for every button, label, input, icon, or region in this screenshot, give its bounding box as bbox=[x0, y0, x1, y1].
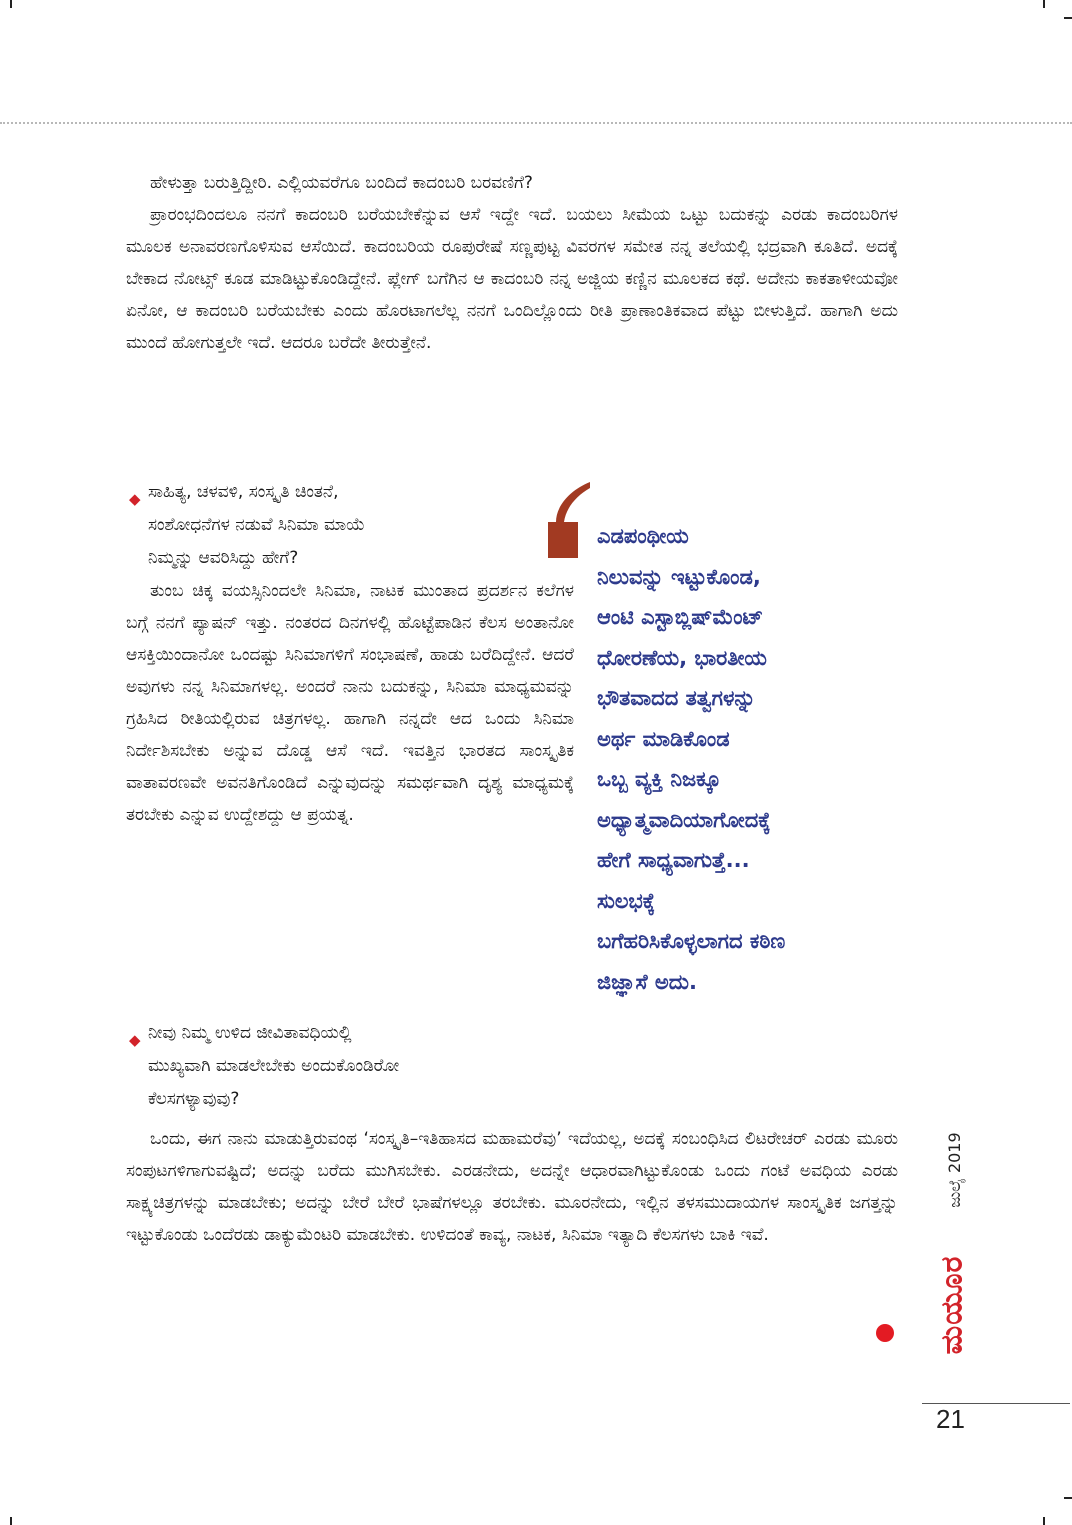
pull-quote-line: ಭೌತವಾದದ ತತ್ವಗಳನ್ನು bbox=[597, 686, 756, 710]
question-heading-future-work bbox=[129, 1017, 588, 1116]
pull-quote-line: ಧೋರಣೆಯ, ಭಾರತೀಯ bbox=[597, 645, 767, 670]
crop-mark-right-upper bbox=[1064, 17, 1072, 19]
pull-quote-line: ಸುಲಭಕ್ಕೆ bbox=[597, 888, 656, 913]
question-line: ಮುಖ್ಯವಾಗಿ ಮಾಡಲೇಬೇಕು ಅಂದುಕೊಂಡಿರೋ bbox=[148, 1056, 400, 1076]
pull-quote-line: ಆಂಟಿ ಎಸ್ಟಾಬ್ಲಿಷ್‌ಮೆಂಟ್ bbox=[597, 605, 764, 629]
answer-text: ಒಂದು, ಈಗ ನಾನು ಮಾಡುತ್ತಿರುವಂಥ ‘ಸಂಸ್ಕೃತಿ–ಇತಿಹಾಸದ ಮಹಾಮರೆವು’ ಇದೆಯಲ್ಲ, ಅದಕ್ಕೆ ಸಂಬಂಧಿಸಿದ ಲಿಟರೇಚರ್ ಎರಡು ಮೂರು ಸಂಪುಟಗಳಿಗಾಗುವಷ್ಟಿದೆ; ಅದನ್ನು ಬರೆದು ಮುಗಿಸಬೇಕು. ಎರಡನೇದು, ಅದನ್ನೇ ಆಧಾರವಾಗಿಟ್ಟುಕೊಂಡು ಒಂದು ಗಂಟೆ ಅವಧಿಯ ಎರಡು ಸಾಕ್ಷ್ಯಚಿತ್ರಗಳನ್ನು ಮಾಡಬೇಕು; ಅದನ್ನು ಬೇರೆ ಬೇರೆ ಭಾಷೆಗಳಲ್ಲೂ ತರಬೇಕು. ಮೂರನೇದು, ಇಲ್ಲಿನ ತಳಸಮುದಾಯಗಳ ಸಾಂಸ್ಕೃತಿಕ ಜಗತ್ತನ್ನು ಇಟ್ಟುಕೊಂಡು ಒಂದೆರಡು ಡಾಕ್ಯುಮೆಂಟರಿ ಮಾಡಬೇಕು. ಉಳಿದಂತೆ ಕಾವ್ಯ, ನಾಟಕ, ಸಿನಿಮಾ ಇತ್ಯಾದಿ ಕೆಲಸಗಳು ಬಾಕಿ ಇವೆ. bbox=[126, 1129, 898, 1245]
question-line: ಕೆಲಸಗಳ್ಯಾವುವು? bbox=[148, 1089, 240, 1109]
crop-mark-top-right bbox=[1043, 0, 1045, 8]
question-line: ಸಾಹಿತ್ಯ, ಚಳವಳಿ, ಸಂಸ್ಕೃತಿ ಚಿಂತನೆ, bbox=[148, 482, 339, 502]
pull-quote-line: ಅಧ್ಯಾತ್ಮವಾದಿಯಾಗೋದಕ್ಕೆ bbox=[597, 807, 771, 832]
pull-quote-line: ನಿಲುವನ್ನು ಇಟ್ಟುಕೊಂಡ, bbox=[597, 564, 761, 589]
intro-answer-paragraph: ಪ್ರಾರಂಭದಿಂದಲೂ ನನಗೆ ಕಾದಂಬರಿ ಬರೆಯಬೇಕೆನ್ನುವ ಆಸೆ ಇದ್ದೇ ಇದೆ. ಬಯಲು ಸೀಮೆಯ ಒಟ್ಟು ಬದುಕನ್ನು ಎರಡು ಕಾದಂಬರಿಗಳ ಮೂಲಕ ಅನಾವರಣಗೊಳಿಸುವ ಆಸೆಯಿದೆ. ಕಾದಂಬರಿಯ ರೂಪುರೇಷೆ ಸಣ್ಣಪುಟ್ಟ ವಿವರಗಳ ಸಮೇತ ನನ್ನ ತಲೆಯಲ್ಲಿ ಭದ್ರವಾಗಿ ಕೂತಿದೆ. ಅದಕ್ಕೆ ಬೇಕಾದ ನೋಟ್ಸ್ ಕೂಡ ಮಾಡಿಟ್ಟುಕೊಂಡಿದ್ದೇನೆ. ಪ್ಲೇಗ್ ಬಗೆಗಿನ ಆ ಕಾದಂಬರಿ ನನ್ನ ಅಜ್ಜಿಯ ಕಣ್ಣಿನ ಮೂಲಕದ ಕಥೆ. ಅದೇನು ಕಾಕತಾಳೀಯವೋ ಏನೋ, ಆ ಕಾದಂಬರಿ ಬರೆಯಬೇಕು ಎಂದು ಹೊರಟಾಗಲೆಲ್ಲ ನನಗೆ ಒಂದಿಲ್ಲೊಂದು ರೀತಿ ಪ್ರಾಣಾಂತಿಕವಾದ ಪೆಟ್ಟು ಬೀಳುತ್ತಿದೆ. ಹಾಗಾಗಿ ಅದು ಮುಂದೆ ಹೋಗುತ್ತಲೇ ಇದೆ. ಆದರೂ ಬರೆದೇ ತೀರುತ್ತೇನೆ. bbox=[126, 205, 898, 353]
pull-quote-line: ಎಡಪಂಥೀಯ bbox=[597, 524, 689, 548]
pull-quote bbox=[597, 516, 897, 1002]
question-line: ನಿಮ್ಮನ್ನು ಆವರಿಸಿದ್ದು ಹೇಗೆ? bbox=[148, 548, 299, 568]
pull-quote-line: ಹೇಗೆ ಸಾಧ್ಯವಾಗುತ್ತೆ... bbox=[597, 848, 750, 872]
question-line: ನೀವು ನಿಮ್ಮ ಉಳಿದ ಜೀವಿತಾವಧಿಯಲ್ಲಿ bbox=[148, 1023, 352, 1043]
pull-quote-line: ಅರ್ಥ ಮಾಡಿಕೊಂಡ bbox=[597, 726, 730, 751]
header-dotted-rule bbox=[0, 122, 1072, 124]
page-number: 21 bbox=[936, 1404, 965, 1434]
crop-mark-bottom-right bbox=[1043, 1517, 1045, 1525]
answer-future-work-paragraph bbox=[126, 1123, 898, 1251]
magazine-logo-text: ಮಯೂರ bbox=[934, 1255, 970, 1355]
answer-text: ತುಂಬ ಚಿಕ್ಕ ವಯಸ್ಸಿನಿಂದಲೇ ಸಿನಿಮಾ, ನಾಟಕ ಮುಂತಾದ ಪ್ರದರ್ಶನ ಕಲೆಗಳ ಬಗ್ಗೆ ನನಗೆ ಪ್ಯಾಷನ್ ಇತ್ತು. ನಂತರದ ದಿನಗಳಲ್ಲಿ ಹೊಟ್ಟೆಪಾಡಿನ ಕೆಲಸ ಅಂತಾನೋ ಆಸಕ್ತಿಯಿಂದಾನೋ ಒಂದಷ್ಟು ಸಿನಿಮಾಗಳಿಗೆ ಸಂಭಾಷಣೆ, ಹಾಡು ಬರೆದಿದ್ದೇನೆ. ಆದರೆ ಅವುಗಳು ನನ್ನ ಸಿನಿಮಾಗಳಲ್ಲ. ಅಂದರೆ ನಾನು ಬದುಕನ್ನು, ಸಿನಿಮಾ ಮಾಧ್ಯಮವನ್ನು ಗ್ರಹಿಸಿದ ರೀತಿಯಲ್ಲಿರುವ ಚಿತ್ರಗಳಲ್ಲ. ಹಾಗಾಗಿ ನನ್ನದೇ ಆದ ಒಂದು ಸಿನಿಮಾ ನಿರ್ದೇಶಿಸಬೇಕು ಅನ್ನುವ ದೊಡ್ಡ ಆಸೆ ಇದೆ. ಇವತ್ತಿನ ಭಾರತದ ಸಾಂಸ್ಕೃತಿಕ ವಾತಾವರಣವೇ ಅವನತಿಗೊಂಡಿದೆ ಎನ್ನುವುದನ್ನು ಸಮರ್ಥವಾಗಿ ದೃಶ್ಯ ಮಾಧ್ಯಮಕ್ಕೆ ತರಬೇಕು ಎನ್ನುವ ಉದ್ದೇಶದ್ದು ಆ ಪ್ರಯತ್ನ. bbox=[126, 581, 574, 825]
issue-date bbox=[935, 1110, 975, 1230]
end-mark-dot bbox=[876, 1324, 894, 1342]
issue-date-text: ಜುಲೈ 2019 bbox=[945, 1132, 964, 1208]
diamond-bullet-icon: ◆ bbox=[129, 490, 141, 508]
answer-cinema-paragraph bbox=[126, 575, 574, 831]
question-line: ಸಂಶೋಧನೆಗಳ ನಡುವೆ ಸಿನಿಮಾ ಮಾಯೆ bbox=[148, 515, 366, 535]
intro-text-block bbox=[126, 167, 898, 359]
pull-quote-line: ಬಗೆಹರಿಸಿಕೊಳ್ಳಲಾಗದ ಕಠಿಣ bbox=[597, 929, 786, 953]
crop-mark-bottom-left bbox=[10, 1517, 12, 1525]
magazine-logo bbox=[928, 1230, 976, 1380]
crop-mark-top-left bbox=[10, 0, 12, 8]
crop-mark-right-lower bbox=[1064, 1497, 1072, 1499]
intro-question-line: ಹೇಳುತ್ತಾ ಬರುತ್ತಿದ್ದೀರಿ. ಎಲ್ಲಿಯವರೆಗೂ ಬಂದಿದೆ ಕಾದಂಬರಿ ಬರವಣಿಗೆ? bbox=[150, 173, 533, 193]
diamond-bullet-icon: ◆ bbox=[129, 1031, 141, 1049]
pull-quote-line: ಒಬ್ಬ ವ್ಯಕ್ತಿ ನಿಜಕ್ಕೂ bbox=[597, 767, 721, 791]
question-heading-cinema bbox=[129, 476, 568, 575]
quote-mark-icon bbox=[548, 482, 592, 558]
pull-quote-line: ಜಿಜ್ಞಾಸೆ ಅದು. bbox=[597, 969, 697, 994]
